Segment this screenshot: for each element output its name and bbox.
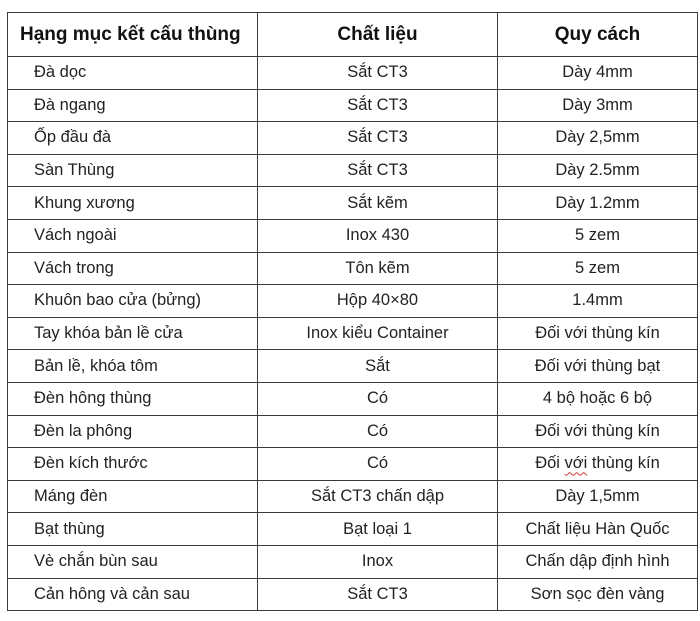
table-row	[8, 219, 698, 252]
cell-material: Sắt kẽm	[258, 187, 498, 220]
table-row	[8, 122, 698, 155]
cell-material: Inox 430	[258, 219, 498, 252]
header-material: Chất liệu	[258, 13, 498, 57]
cell-item: Tay khóa bản lề cửa	[8, 317, 258, 350]
cell-item: Khuôn bao cửa (bửng)	[8, 285, 258, 318]
cell-material: Sắt CT3	[258, 57, 498, 90]
cell-material: Sắt CT3	[258, 122, 498, 155]
cell-spec: Đối với thùng kín	[498, 317, 698, 350]
table-row	[8, 545, 698, 578]
cell-material: Sắt	[258, 350, 498, 383]
spellcheck-underlined-word: với	[564, 454, 588, 473]
table-body	[8, 57, 698, 611]
table-row	[8, 154, 698, 187]
cell-material: Sắt CT3 chấn dập	[258, 480, 498, 513]
cell-spec: Chấn dập định hình	[498, 545, 698, 578]
cell-material: Hộp 40×80	[258, 285, 498, 318]
cell-spec	[498, 448, 698, 481]
table-row	[8, 252, 698, 285]
cell-spec: 1.4mm	[498, 285, 698, 318]
table-row	[8, 57, 698, 90]
cell-item: Vè chắn bùn sau	[8, 545, 258, 578]
header-row	[8, 13, 698, 57]
cell-spec: Dày 4mm	[498, 57, 698, 90]
table-row	[8, 285, 698, 318]
cell-spec-part: thùng kín	[587, 454, 660, 473]
table-row	[8, 89, 698, 122]
table-row	[8, 350, 698, 383]
table-row	[8, 448, 698, 481]
cell-item: Đà ngang	[8, 89, 258, 122]
cell-material: Tôn kẽm	[258, 252, 498, 285]
cell-item: Sàn Thùng	[8, 154, 258, 187]
truck-body-spec-table	[7, 12, 698, 611]
cell-spec: 4 bộ hoặc 6 bộ	[498, 382, 698, 415]
cell-material: Sắt CT3	[258, 578, 498, 611]
cell-material: Inox kiểu Container	[258, 317, 498, 350]
cell-item: Cản hông và cản sau	[8, 578, 258, 611]
cell-material: Sắt CT3	[258, 89, 498, 122]
cell-item: Bạt thùng	[8, 513, 258, 546]
table-row	[8, 415, 698, 448]
cell-spec: 5 zem	[498, 219, 698, 252]
cell-spec-part: Đối	[535, 454, 565, 473]
header-spec: Quy cách	[498, 13, 698, 57]
cell-item: Vách ngoài	[8, 219, 258, 252]
table-row	[8, 187, 698, 220]
cell-item: Ốp đầu đà	[8, 122, 258, 155]
table-row	[8, 480, 698, 513]
cell-spec: Đối với thùng bạt	[498, 350, 698, 383]
cell-item: Đà dọc	[8, 57, 258, 90]
cell-material: Sắt CT3	[258, 154, 498, 187]
cell-spec: 5 zem	[498, 252, 698, 285]
cell-material: Bạt loại 1	[258, 513, 498, 546]
cell-spec: Đối với thùng kín	[498, 415, 698, 448]
table-row	[8, 513, 698, 546]
cell-spec: Chất liệu Hàn Quốc	[498, 513, 698, 546]
cell-item: Máng đèn	[8, 480, 258, 513]
cell-spec: Dày 1,5mm	[498, 480, 698, 513]
cell-spec: Sơn sọc đèn vàng	[498, 578, 698, 611]
cell-item: Đèn kích thước	[8, 448, 258, 481]
cell-material: Có	[258, 382, 498, 415]
cell-item: Đèn hông thùng	[8, 382, 258, 415]
cell-item: Bản lề, khóa tôm	[8, 350, 258, 383]
table-header	[8, 13, 698, 57]
cell-spec: Dày 3mm	[498, 89, 698, 122]
table-row	[8, 382, 698, 415]
cell-item: Đèn la phông	[8, 415, 258, 448]
cell-item: Khung xương	[8, 187, 258, 220]
cell-item: Vách trong	[8, 252, 258, 285]
cell-material: Có	[258, 415, 498, 448]
table-row	[8, 317, 698, 350]
header-item: Hạng mục kết cấu thùng	[8, 13, 258, 57]
cell-spec: Dày 1.2mm	[498, 187, 698, 220]
spec-table-container	[7, 12, 698, 611]
cell-material: Inox	[258, 545, 498, 578]
cell-spec: Dày 2.5mm	[498, 154, 698, 187]
table-row	[8, 578, 698, 611]
cell-material: Có	[258, 448, 498, 481]
cell-spec: Dày 2,5mm	[498, 122, 698, 155]
